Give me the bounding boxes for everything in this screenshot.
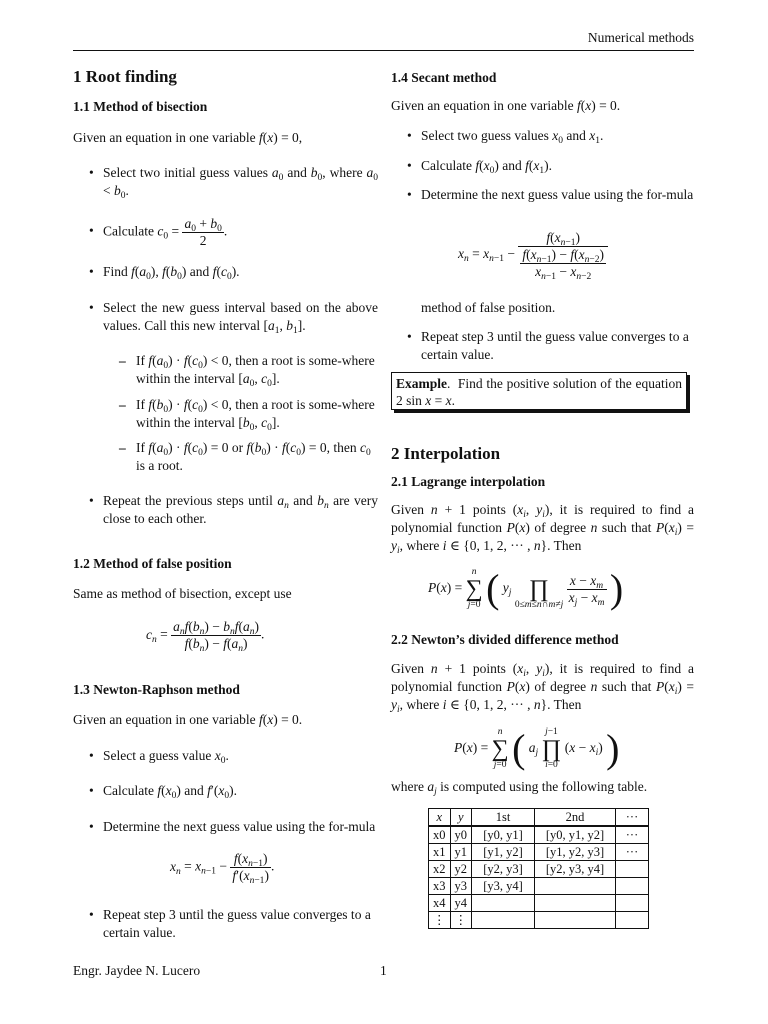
table-cell <box>535 912 616 929</box>
newton-dd-after: where $a_j$ is computed using the following table. <box>391 779 648 797</box>
table-cell: ··· <box>616 844 649 861</box>
table-cell: [y1, y2, y3] <box>535 844 616 861</box>
page-number: 1 <box>380 963 387 978</box>
secant-after-formula: method of false position. <box>421 300 556 315</box>
table-cell: [y2, y3] <box>472 861 535 878</box>
subsection-newton-dd-title: 2.2 Newton’s divided difference method <box>391 632 619 647</box>
secant-formula: $x_n = x_{n-1}$ − $\frac{f(x_{n-1})}{\frac{f(x_{n-1}) - f(x_{n-2})}{x_{n-1} - x_{n-2}}}$ <box>458 230 608 280</box>
bullet-icon: • <box>407 329 412 344</box>
table-row <box>429 895 649 912</box>
table-cell <box>616 912 649 929</box>
bullet-icon: • <box>89 300 94 315</box>
table-cell: x4 <box>429 895 451 912</box>
newton-step-4: • Repeat step 3 until the guess value converges to a certain value. <box>89 907 371 940</box>
midpoint-fraction: $\frac{a_0 + b_0}{2}$ <box>184 216 222 248</box>
subsection-secant-title: 1.4 Secant method <box>391 70 497 85</box>
subsection-newton-title: 1.3 Newton-Raphson method <box>73 682 240 697</box>
bullet-icon: • <box>89 907 94 922</box>
table-cell: [y1, y2] <box>472 844 535 861</box>
bullet-icon: • <box>89 264 94 279</box>
bisection-step-4: • Select the new guess interval based on the above values. Call this new interval [$a_1$, $b_1$]. <box>89 300 378 336</box>
newton-dd-formula: P(x) = n ∑ j=0 ( $a_j$ j−1 ∏ i=0 $(x - x_i)$ ) <box>454 726 620 771</box>
example-box: Example. Find the positive solution of the equation 2 sin x = x. <box>391 372 687 410</box>
secant-step-1: • Select two guess values $x_0$ and $x_1$. <box>407 128 604 146</box>
secant-step-2: • Calculate $f(x_0)$ and $f(x_1)$. <box>407 158 553 176</box>
secant-step-3: • Determine the next guess value using the for-mula <box>407 187 694 202</box>
divided-difference-table <box>428 808 649 929</box>
subsection-lagrange-title: 2.1 Lagrange interpolation <box>391 474 546 489</box>
table-header-cell: ··· <box>616 809 649 827</box>
subsection-bisection-title: 1.1 Method of bisection <box>73 99 208 114</box>
bullet-icon: • <box>89 223 94 238</box>
example-label: Example <box>396 376 448 391</box>
table-cell <box>472 912 535 929</box>
table-cell: x3 <box>429 878 451 895</box>
bullet-icon: • <box>89 783 94 798</box>
table-cell <box>616 861 649 878</box>
table-row <box>429 912 649 929</box>
table-cell: ⋮ <box>429 912 451 929</box>
table-header-cell: 2nd <box>535 809 616 827</box>
false-position-formula: $c_n$ = $\frac{a_nf(b_n) - b_nf(a_n)}{f(b_n) - f(a_n)}$ . <box>146 619 265 654</box>
table-cell: [y0, y1, y2] <box>535 826 616 844</box>
subsection-false-position-title: 1.2 Method of false position <box>73 556 232 571</box>
table-header-cell: x <box>429 809 451 827</box>
table-cell: y2 <box>450 861 472 878</box>
bullet-icon: • <box>407 158 412 173</box>
bisection-case-3: – If $f(a_0) \cdot f(c_0) = 0$ or $f(b_0) \cdot f(c_0) = 0$, then $c_0$ is a root. <box>119 440 371 473</box>
bullet-icon: • <box>89 748 94 763</box>
bisection-case-1: – If $f(a_0) \cdot f(c_0) < 0$, then a root is some-where within the interval [$a_0$, $c_0$]. <box>119 353 375 389</box>
bisection-step-5: • Repeat the previous steps until $a_n$ and $b_n$ are very close to each other. <box>89 493 379 526</box>
bullet-icon: • <box>407 128 412 143</box>
bullet-icon: • <box>407 187 412 202</box>
secant-intro: Given an equation in one variable f(x) = 0. <box>391 98 621 113</box>
table-cell <box>616 878 649 895</box>
bullet-icon: • <box>89 493 94 508</box>
running-header: Numerical methods <box>587 30 694 45</box>
newton-step-3: • Determine the next guess value using the for-mula <box>89 819 376 834</box>
lagrange-text: Given n + 1 points ($x_i$, $y_i$), it is required to find a polynomial function P(x) of degree n such that $P(x_i) = y_i$, where i ∈ {0, 1, 2, ··· , n}. Then <box>391 502 695 556</box>
bullet-icon: • <box>89 819 94 834</box>
bisection-intro: Given an equation in one variable f(x) = 0, <box>73 130 303 145</box>
secant-step-4: • Repeat step 3 until the guess value converges to a certain value. <box>407 329 689 362</box>
table-cell: [y2, y3, y4] <box>535 861 616 878</box>
bullet-icon: • <box>89 165 94 180</box>
false-position-intro: Same as method of bisection, except use <box>73 586 292 601</box>
newton-dd-text: Given n + 1 points ($x_i$, $y_i$), it is required to find a polynomial function P(x) of degree n such that $P(x_i) = y_i$, where i ∈ {0, 1, 2, ··· , n}. Then <box>391 661 695 715</box>
footer-author: Engr. Jaydee N. Lucero <box>73 963 201 978</box>
section-1-title: 1 Root finding <box>73 67 177 86</box>
table-cell <box>616 895 649 912</box>
newton-step-1: • Select a guess value $x_0$. <box>89 748 229 766</box>
table-cell: x2 <box>429 861 451 878</box>
newton-step-2: • Calculate $f(x_0)$ and $f'(x_0)$. <box>89 783 237 801</box>
table-cell: y1 <box>450 844 472 861</box>
table-cell: y0 <box>450 826 472 844</box>
table-cell: [y0, y1] <box>472 826 535 844</box>
bisection-step-1: • Select two initial guess values $a_0$ and $b_0$, where $a_0 < b_0$. <box>89 165 379 201</box>
table-cell <box>535 878 616 895</box>
table-row <box>429 878 649 895</box>
table-cell: ··· <box>616 826 649 844</box>
table-cell: y3 <box>450 878 472 895</box>
table-cell: x1 <box>429 844 451 861</box>
table-cell: ⋮ <box>450 912 472 929</box>
bisection-case-2: – If $f(b_0) \cdot f(c_0) < 0$, then a root is some-where within the interval [$b_0$, $c_0$]. <box>119 397 375 433</box>
table-row <box>429 844 649 861</box>
table-row <box>429 826 649 844</box>
table-cell: y4 <box>450 895 472 912</box>
lagrange-formula: P(x) = n ∑ j=0 ( $y_j$ ∏ 0≤m≤n∩m≠j $\frac{x - x_m}{x_j - x_m}$ ) <box>428 566 624 611</box>
bisection-step-3: • Find $f(a_0)$, $f(b_0)$ and $f(c_0)$. <box>89 264 240 282</box>
section-2-title: 2 Interpolation <box>391 444 501 463</box>
table-cell: [y3, y4] <box>472 878 535 895</box>
bisection-step-2: • Calculate $c_0$ = $\frac{a_0 + b_0}{2}$ . <box>89 216 228 248</box>
table-header-cell: 1st <box>472 809 535 827</box>
table-cell <box>472 895 535 912</box>
table-header-cell: y <box>450 809 472 827</box>
table-cell <box>535 895 616 912</box>
table-header-row <box>429 809 649 827</box>
newton-formula: $x_n = x_{n-1}$ − $\frac{f(x_{n-1})}{f'(x_{n-1})}$ . <box>170 851 275 886</box>
newton-intro: Given an equation in one variable f(x) = 0. <box>73 712 303 727</box>
table-row <box>429 861 649 878</box>
header-rule <box>73 50 694 51</box>
table-cell: x0 <box>429 826 451 844</box>
